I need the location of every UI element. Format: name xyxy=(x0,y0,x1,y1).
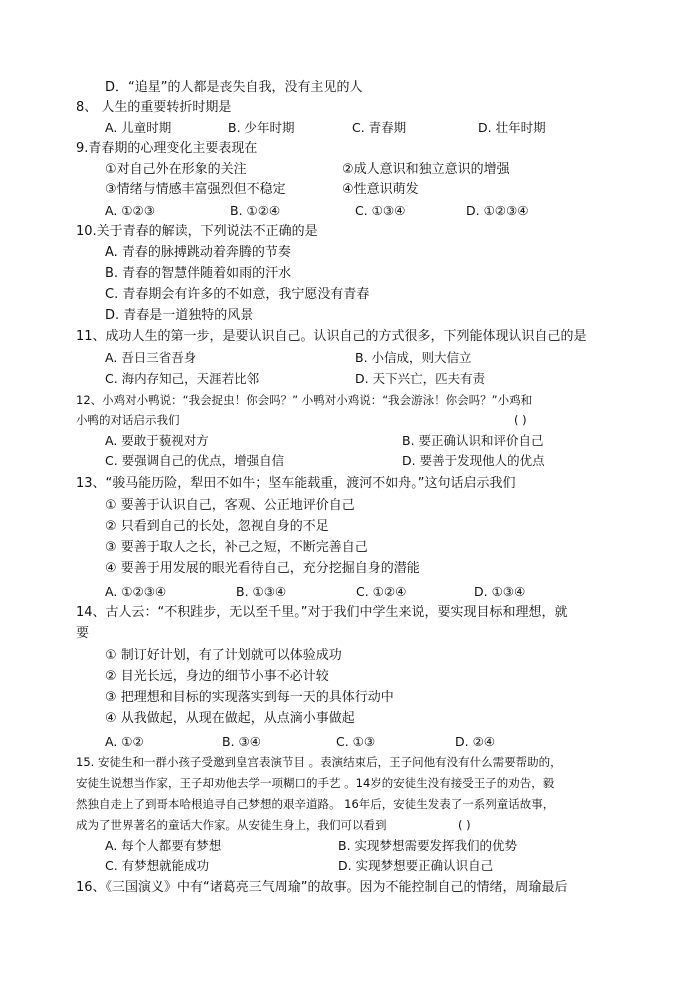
q12-option-c: C. 要强调自己的优点，增强自信 xyxy=(105,453,285,468)
q14-statement-2: ② 目光长远，身边的细节小事不必计较 xyxy=(105,669,329,684)
q8-option-a: A. 儿童时期 xyxy=(105,120,172,135)
q15-stem-line3: 然独自走上了到哥本哈根追寻自己梦想的艰辛道路。 16年后，安徒生发表了一系列童话故事， xyxy=(76,797,555,811)
q12-option-a: A. 要敢于藐视对方 xyxy=(105,433,209,448)
q9-statement-4: ④性意识萌发 xyxy=(342,182,419,197)
q9-stem: 9.青春期的心理变化主要表现在 xyxy=(76,141,258,156)
q9-option-a: A. ①②③ xyxy=(105,203,155,218)
q7-option-d: D．“追星”的人都是丧失自我，没有主见的人 xyxy=(105,80,363,95)
q15-option-d: D. 实现梦想要正确认识自己 xyxy=(338,858,494,873)
q9-option-b: B. ①②④ xyxy=(230,203,281,218)
q12-answer-blank: ( ) xyxy=(514,413,527,427)
q13-option-c: C. ①②④ xyxy=(356,584,407,599)
q8-option-d: D. 壮年时期 xyxy=(478,120,546,135)
q14-option-b: B. ③④ xyxy=(222,734,261,749)
q15-stem-line4: 成为了世界著名的童话大作家。从安徒生身上，我们可以看到 xyxy=(76,818,387,832)
q14-option-d: D. ②④ xyxy=(455,734,495,749)
q8-option-c: C. 青春期 xyxy=(352,120,407,135)
q12-option-d: D. 要善于发现他人的优点 xyxy=(402,453,545,468)
q15-option-c: C. 有梦想就能成功 xyxy=(105,858,210,873)
q14-option-c: C. ①③ xyxy=(336,734,376,749)
q14-option-a: A. ①② xyxy=(105,734,144,749)
q12-stem-line2: 小鸭的对话启示我们 xyxy=(76,413,180,427)
q15-stem-line1: 15. 安徒生和一群小孩子受邀到皇宫表演节目 。表演结束后，王子问他有没有什么需要帮助的， xyxy=(76,755,562,769)
q9-statement-1: ①对自己外在形象的关注 xyxy=(105,162,247,177)
q14-statement-4: ④ 从我做起，从现在做起，从点滴小事做起 xyxy=(105,711,355,726)
q15-answer-blank: ( ) xyxy=(458,818,471,832)
q11-option-d: D. 天下兴亡，匹夫有责 xyxy=(355,371,486,386)
q14-statement-3: ③ 把理想和目标的实现落实到每一天的具体行动中 xyxy=(105,690,394,705)
q15-option-a: A. 每个人都要有梦想 xyxy=(105,838,222,853)
q16-stem: 16、《三国演义》中有“诸葛亮三气周瑜”的故事。因为不能控制自己的情绪，周瑜最后 xyxy=(76,880,568,895)
q11-option-c: C. 海内存知己，天涯若比邻 xyxy=(105,371,260,386)
q12-stem-line1: 12、小鸡对小鸭说：“我会捉虫！你会吗？” 小鸭对小鸡说：“我会游泳！你会吗？”小鸡和 xyxy=(76,393,533,407)
q15-option-b: B. 实现梦想需要发挥我们的优势 xyxy=(338,838,518,853)
q14-stem-line2: 要 xyxy=(76,626,90,641)
q13-statement-1: ① 要善于认识自己，客观、公正地评价自己 xyxy=(105,498,355,513)
q14-statement-1: ① 制订好计划，有了计划就可以体验成功 xyxy=(105,648,342,663)
q8-option-b: B. 少年时期 xyxy=(228,120,295,135)
q13-stem: 13、“骏马能历险，犁田不如牛；坚车能载重，渡河不如舟。”这句话启示我们 xyxy=(76,476,516,491)
q13-statement-4: ④ 要善于用发展的眼光看待自己，充分挖掘自身的潜能 xyxy=(105,561,420,576)
q9-option-d: D. ①②③④ xyxy=(466,203,529,218)
q8-stem: 8、 人生的重要转折时期是 xyxy=(76,100,232,115)
q11-option-b: B. 小信成，则大信立 xyxy=(355,350,472,365)
q13-option-a: A. ①②③④ xyxy=(105,584,167,599)
q10-option-a: A. 青春的脉搏跳动着奔腾的节奏 xyxy=(105,245,291,260)
q13-statement-3: ③ 要善于取人之长，补己之短，不断完善自己 xyxy=(105,540,368,555)
q12-option-b: B. 要正确认识和评价自己 xyxy=(402,433,544,448)
q13-option-d: D. ①③④ xyxy=(474,584,526,599)
q10-option-b: B. 青春的智慧伴随着如雨的汗水 xyxy=(105,266,292,281)
q10-option-d: D. 青春是一道独特的风景 xyxy=(105,308,254,323)
q11-stem: 11、成功人生的第一步，是要认识自己。认识自己的方式很多，下列能体现认识自己的是 xyxy=(76,329,587,344)
q13-statement-2: ② 只看到自己的长处，忽视自身的不足 xyxy=(105,519,329,534)
q10-option-c: C. 青春期会有许多的不如意，我宁愿没有青春 xyxy=(105,287,370,302)
q15-stem-line2: 安徒生说想当作家，王子却劝他去学一项糊口的手艺 。14岁的安徒生没有接受王子的劝告，毅 xyxy=(76,776,555,790)
q9-statement-3: ③情绪与情感丰富强烈但不稳定 xyxy=(105,182,286,197)
q13-option-b: B. ①③④ xyxy=(236,584,287,599)
q9-option-c: C. ①③④ xyxy=(355,203,406,218)
q11-option-a: A. 吾日三省吾身 xyxy=(105,350,197,365)
q10-stem: 10.关于青春的解读，下列说法不正确的是 xyxy=(76,224,318,239)
q14-stem-line1: 14、古人云：“不积跬步，无以至千里。”对于我们中学生来说，要实现目标和理想，就 xyxy=(76,605,568,620)
q9-statement-2: ②成人意识和独立意识的增强 xyxy=(342,162,510,177)
